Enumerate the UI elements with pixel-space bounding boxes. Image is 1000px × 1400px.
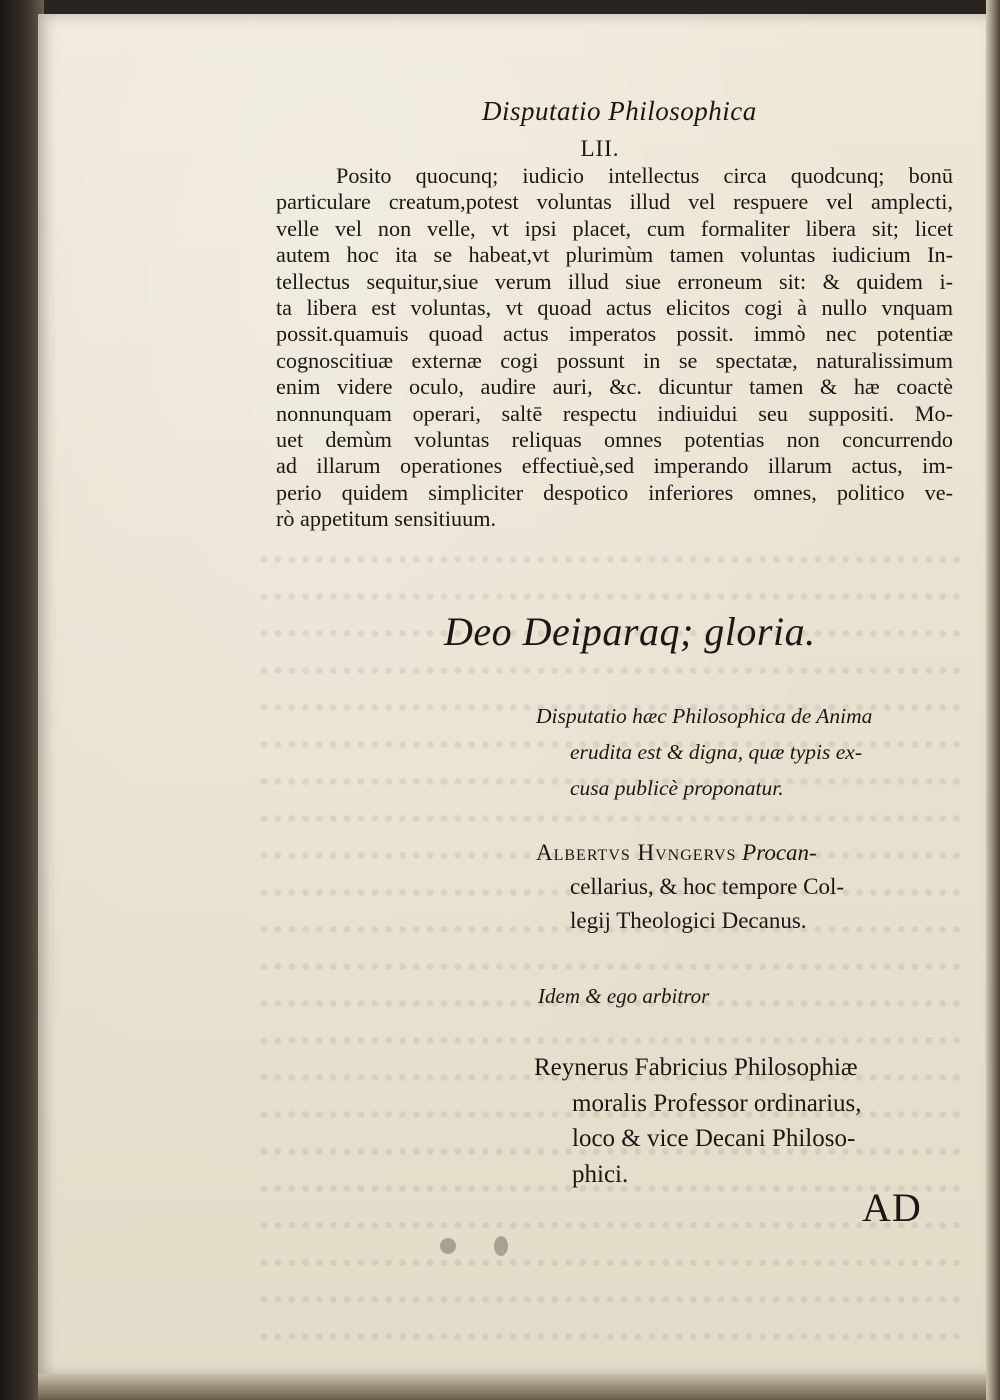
signature-line: legij Theologici Decanus. — [570, 908, 807, 933]
closing-dedication: Deo Deiparaq; gloria. — [444, 609, 816, 654]
running-header-title: Disputatio Philosophica — [482, 96, 757, 126]
approval-line: erudita est & digna, quæ typis ex- — [570, 740, 863, 764]
body-line: nonnunquam operari, saltē respectu indiuidui seu suppositi. Mo- — [276, 400, 953, 426]
approval-line: cusa publicè proponatur. — [570, 776, 784, 800]
concurrence-statement: Idem & ego arbitror — [538, 984, 710, 1008]
approval-statement — [536, 698, 954, 806]
page-leaf-edge — [986, 0, 1000, 1400]
body-line: uet demùm voluntas reliquas omnes potentias non concurrendo — [276, 427, 953, 453]
body-paragraph — [276, 163, 953, 533]
body-line: ta libera est voluntas, vt quoad actus elicitos cogi à nullo vnquam — [276, 295, 953, 321]
signatory-name: Albertvs Hvngervs — [536, 840, 737, 865]
body-line: possit.quamuis quoad actus imperatos possit. immò nec potentiæ — [276, 321, 953, 347]
signature-line: moralis Professor ordinarius, — [572, 1089, 862, 1117]
body-line: particulare creatum,potest voluntas illud vel respuere vel amplecti, — [276, 189, 953, 215]
body-line: Posito quocunq; iudicio intellectus circa quodcunq; bonū — [336, 163, 953, 188]
signature-professor — [534, 1050, 954, 1192]
ink-stain — [440, 1238, 456, 1254]
signature-procancellarius — [536, 836, 956, 938]
body-line: enim videre oculo, audire auri, &c. dicuntur tamen & hæ coactè — [276, 374, 953, 400]
body-line: tellectus sequitur,siue verum illud siue erroneum sit: & quidem i- — [276, 268, 953, 294]
body-line: velle vel non velle, vt ipsi placet, cum formaliter libera sit; licet — [276, 215, 953, 241]
signatory-title: Procan- — [742, 840, 817, 865]
body-line: perio quidem simpliciter despotico inferiores omnes, politico ve- — [276, 479, 953, 505]
section-number: LII. — [580, 136, 620, 161]
signature-line: Reynerus Fabricius Philosophiæ — [534, 1054, 858, 1081]
approval-line: Disputatio hæc Philosophica de Anima — [536, 704, 873, 728]
signature-line: phici. — [572, 1160, 629, 1188]
signature-line: loco & vice Decani Philoso- — [572, 1125, 856, 1152]
signature-line: cellarius, & hoc tempore Col- — [570, 874, 845, 899]
body-line: ad illarum operationes effectiuè,sed imperando illarum actus, im- — [276, 453, 953, 479]
body-line: rò appetitum sensitiuum. — [276, 506, 497, 532]
body-line: autem hoc ita se habeat,vt plurimùm tamen voluntas iudicium In- — [276, 242, 953, 268]
ink-stain — [494, 1236, 508, 1256]
page-bottom-edge — [38, 1374, 988, 1400]
catchword: AD — [862, 1185, 922, 1230]
body-line: cognoscitiuæ externæ cogi possunt in se spectatæ, naturalissimum — [276, 347, 953, 373]
